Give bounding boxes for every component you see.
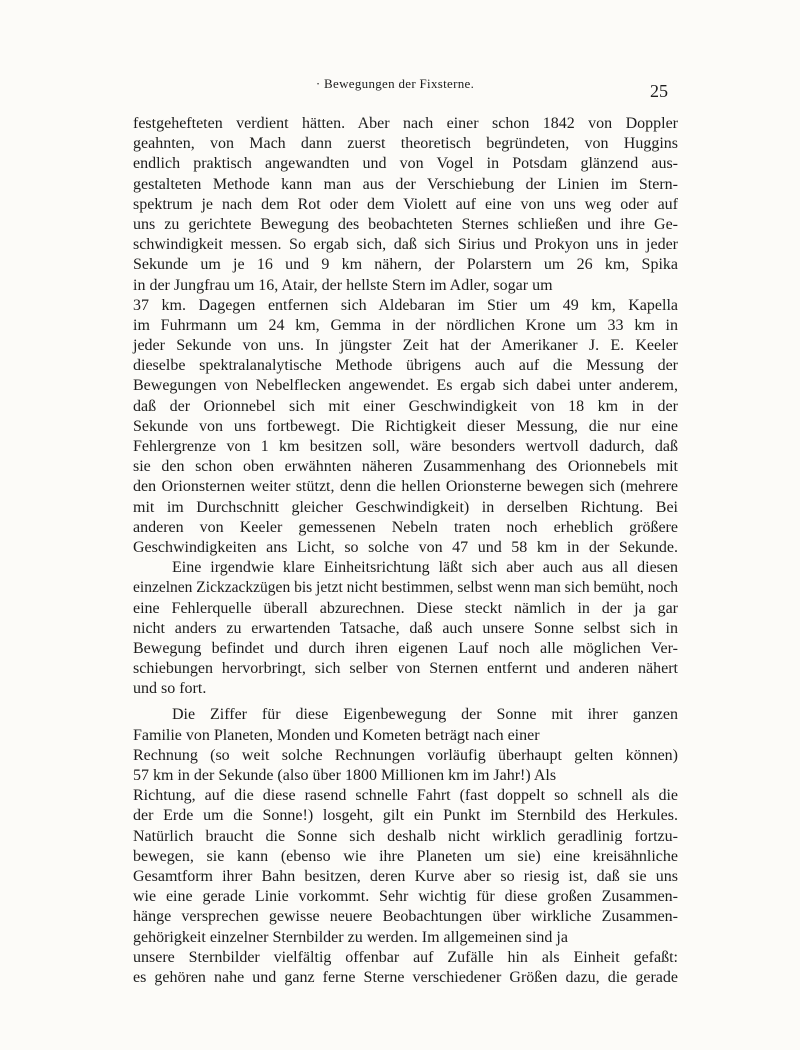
running-title: · Bewegungen der Fixsterne.: [315, 76, 475, 91]
text-line: [133, 599, 678, 619]
line-text: nicht anders zu erwartenden Tatsache, daß auch unsere Sonne selbst sich in: [133, 619, 678, 637]
line-text: in der Jungfrau um 16, Atair, der hellste Stern im Adler, sogar um: [133, 276, 553, 294]
text-line: [133, 114, 678, 134]
text-line: [133, 457, 678, 477]
line-text: Geschwindigkeiten ans Licht, so solche von 47 und 58 km in der Sekunde.: [133, 538, 679, 556]
line-text: bewegen, sie kann (ebenso wie ihre Planeten um sie) eine kreisähnliche: [133, 847, 678, 865]
text-line: [133, 847, 678, 867]
text-line: [133, 827, 678, 847]
line-text: uns zu gerichtete Bewegung des beobachteten Sternes schließen und ihre Ge-: [133, 215, 678, 233]
text-line: [133, 639, 678, 659]
text-line: [133, 215, 678, 235]
line-text: Gesamtform ihrer Bahn besitzen, deren Kurve aber so riesig ist, daß sie uns: [133, 867, 678, 885]
text-line: [133, 968, 678, 988]
text-line: [133, 578, 678, 598]
line-text: festgehefteten verdient hätten. Aber nach einer schon 1842 von Doppler: [133, 115, 678, 132]
line-text: Bewegungen von Nebelflecken angewendet. Es ergab sich dabei unter anderem,: [133, 377, 678, 395]
line-text: gehörigkeit einzelner Sternbilder zu werden. Im allgemeinen sind ja: [133, 928, 568, 946]
line-text: Die Ziffer für diese Eigenbewegung der Sonne mit ihrer ganzen: [172, 706, 679, 724]
line-text: Rechnung (so weit solche Rechnungen vorläufig überhaupt gelten können): [133, 746, 678, 764]
line-text: gestalteten Methode kann man aus der Verschiebung der Linien im Stern-: [133, 175, 678, 193]
paragraph: [133, 705, 678, 988]
text-line: [133, 766, 678, 786]
line-text: Sekunde von uns fortbewegt. Die Richtigkeit dieser Messung, die nur eine: [133, 417, 679, 435]
line-text: der Erde um die Sonne!) losgeht, gilt ein Punkt im Sternbild des Herkules.: [133, 807, 678, 825]
line-text: Natürlich braucht die Sonne sich deshalb nicht wirklich geradlinig fortzu-: [133, 827, 678, 845]
text-line: [133, 705, 678, 725]
line-text: im Fuhrmann um 24 km, Gemma in der nördlichen Krone um 33 km in: [133, 316, 678, 334]
line-text: und so fort.: [133, 680, 207, 698]
text-line: [133, 417, 678, 437]
text-line: [133, 397, 678, 417]
text-line: [133, 498, 678, 518]
paragraph: [133, 558, 678, 699]
text-line: [133, 619, 678, 639]
line-text: 57 km in der Sekunde (also über 1800 Millionen km im Jahr!) Als: [133, 767, 557, 784]
line-text: schiebungen hervorbringt, sich selber von Sternen entfernt und anderen nähert: [133, 660, 678, 678]
text-line: [133, 538, 678, 558]
text-line: [133, 928, 678, 948]
text-line: [133, 867, 678, 887]
text-line: [133, 276, 678, 296]
text-line: [133, 134, 678, 154]
text-line: [133, 477, 678, 497]
text-line: [133, 195, 678, 215]
body-text: [133, 114, 678, 988]
line-text: Richtung, auf die diese rasend schnelle Fahrt (fast doppelt so schnell als die: [133, 787, 678, 805]
line-text: mit im Durchschnitt gleicher Geschwindigkeit) in derselben Richtung. Bei: [133, 498, 678, 516]
text-line: [133, 356, 678, 376]
line-text: hänge versprechen gewisse neuere Beobachtungen über wirkliche Zusammen-: [133, 908, 678, 926]
line-text: Fehlergrenze von 1 km besitzen soll, wäre besonders wertvoll dadurch, daß: [133, 438, 678, 455]
line-text: endlich praktisch angewandten und von Vogel in Potsdam glänzend aus-: [133, 155, 678, 173]
line-text: einzelnen Zickzackzügen bis jetzt nicht bestimmen, selbst wenn man sich bemüht, noch: [133, 579, 678, 597]
line-text: es gehören nahe und ganz ferne Sterne verschiedener Größen dazu, die gerade: [133, 968, 678, 986]
text-line: [133, 679, 678, 699]
text-line: [133, 376, 678, 396]
text-line: [133, 746, 678, 766]
text-line: [133, 907, 678, 927]
text-line: [133, 175, 678, 195]
line-text: Eine irgendwie klare Einheitsrichtung läßt sich aber auch aus all diesen: [172, 559, 678, 577]
line-text: geahnten, von Mach dann zuerst theoretisch begründeten, von Huggins: [133, 135, 679, 153]
text-line: [133, 887, 678, 907]
text-line: [133, 437, 678, 457]
text-line: [133, 948, 678, 968]
text-line: [133, 235, 678, 255]
text-line: [133, 518, 678, 538]
line-text: dieselbe spektralanalytische Methode übrigens auch auf die Messung der: [133, 357, 678, 375]
line-text: schwindigkeit messen. So ergab sich, daß sich Sirius und Prokyon uns in jeder: [133, 236, 679, 254]
text-line: [133, 336, 678, 356]
line-text: wie eine gerade Linie vorkommt. Sehr wichtig für diese großen Zusammen-: [133, 888, 678, 906]
paragraph: [133, 114, 678, 558]
line-text: anderen von Keeler gemessenen Nebeln traten noch erheblich größere: [133, 518, 678, 536]
text-line: [133, 255, 678, 275]
line-text: spektrum je nach dem Rot oder dem Violett auf eine von uns weg oder auf: [133, 195, 678, 213]
text-line: [133, 558, 678, 578]
line-text: eine Fehlerquelle überall abzurechnen. Diese steckt nämlich in der ja gar: [133, 599, 678, 617]
text-line: [133, 316, 678, 336]
line-text: Sekunde um je 16 und 9 km nähern, der Polarstern um 26 km, Spika: [133, 256, 678, 274]
line-text: 37 km. Dagegen entfernen sich Aldebaran im Stier um 49 km, Kapella: [133, 296, 679, 314]
page-number: 25: [650, 81, 668, 101]
line-text: sie den schon oben erwähnten näheren Zusammenhang des Orionnebels mit: [133, 458, 678, 476]
line-text: daß der Orionnebel sich mit einer Geschwindigkeit von 18 km in der: [133, 397, 678, 415]
text-line: [133, 154, 678, 174]
line-text: Familie von Planeten, Monden und Kometen beträgt nach einer: [133, 726, 540, 744]
text-line: [133, 786, 678, 806]
text-line: [133, 296, 678, 316]
text-line: [133, 726, 678, 746]
text-line: [133, 806, 678, 826]
line-text: unsere Sternbilder vielfältig offenbar auf Zufälle hin als Einheit gefaßt:: [133, 948, 679, 966]
text-line: [133, 659, 678, 679]
line-text: jeder Sekunde von uns. In jüngster Zeit hat der Amerikaner J. E. Keeler: [133, 337, 678, 355]
line-text: den Orionsternen weiter stützt, denn die hellen Orionsterne bewegen sich (mehrere: [133, 478, 678, 496]
line-text: Bewegung befindet und durch ihren eigenen Lauf noch alle möglichen Ver-: [133, 639, 678, 657]
